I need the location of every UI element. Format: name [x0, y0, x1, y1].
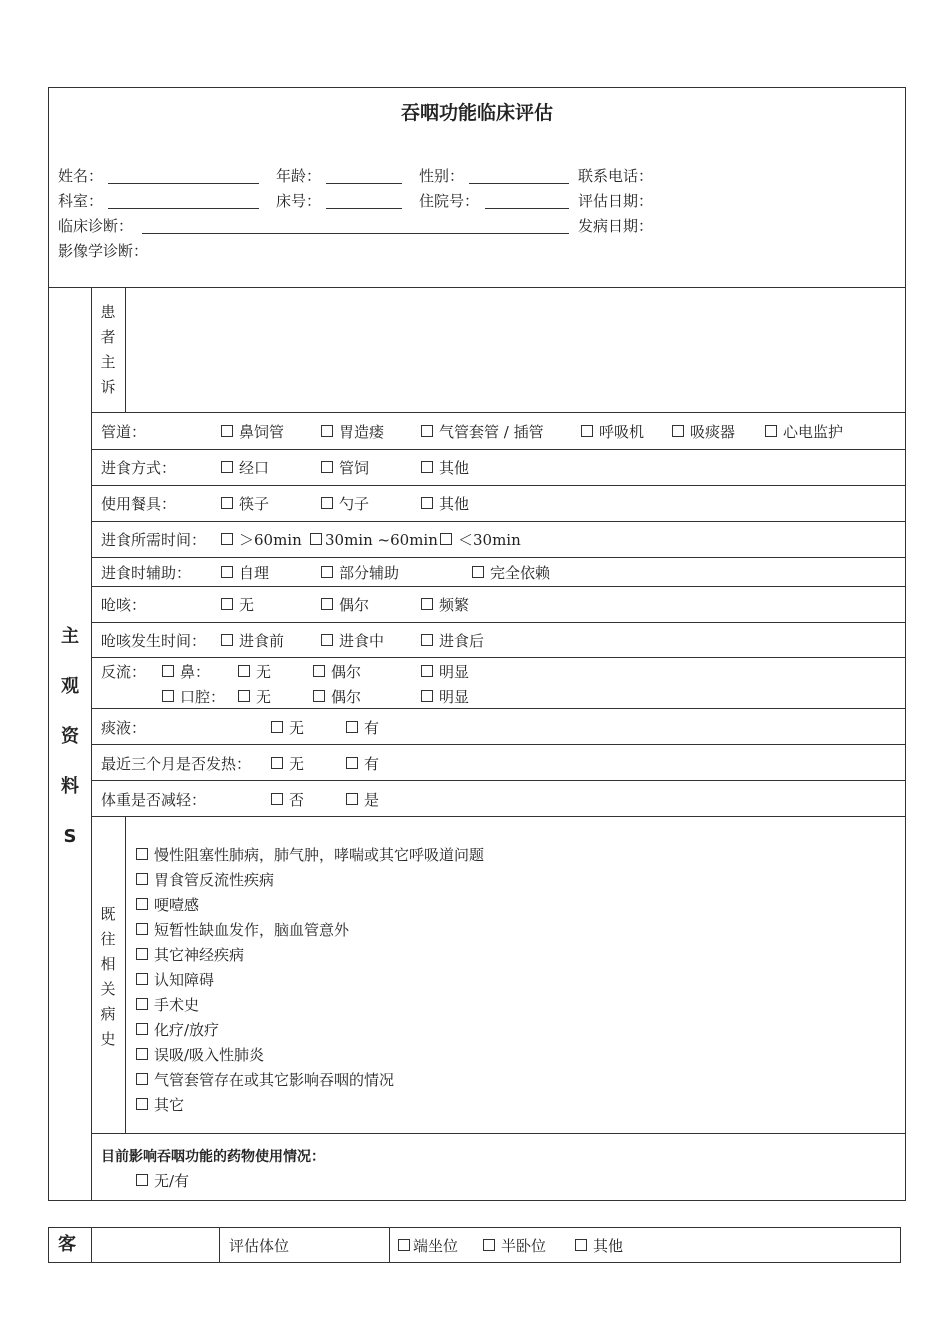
- row-divider: [91, 521, 906, 522]
- assist-option[interactable]: 完全依赖: [472, 564, 550, 582]
- assist-label: 进食时辅助：: [101, 564, 192, 582]
- reflux-nose-option[interactable]: 明显: [421, 663, 469, 681]
- name-label: 姓名：: [58, 167, 104, 185]
- sputum-label: 痰液：: [101, 719, 147, 737]
- checkbox[interactable]: [221, 598, 233, 610]
- complaint-field[interactable]: [130, 292, 900, 407]
- row-divider: [91, 586, 906, 587]
- history-divider: [125, 816, 126, 1133]
- age-field[interactable]: [326, 183, 402, 184]
- assist-option[interactable]: 自理: [221, 564, 269, 582]
- time-label: 进食所需时间：: [101, 531, 207, 549]
- history-item[interactable]: 胃食管反流性疾病: [136, 868, 484, 893]
- checkbox[interactable]: [672, 425, 684, 437]
- name-field[interactable]: [108, 183, 259, 184]
- hospital-no-label: 住院号：: [419, 192, 480, 210]
- cough-label: 呛咳：: [101, 596, 147, 614]
- checkbox[interactable]: [136, 848, 148, 860]
- page-title: 吞咽功能临床评估: [400, 102, 553, 124]
- row-divider: [91, 744, 906, 745]
- checkbox[interactable]: [346, 793, 358, 805]
- feeding-option[interactable]: 其他: [421, 459, 469, 477]
- checkbox[interactable]: [421, 497, 433, 509]
- row-divider: [91, 816, 906, 817]
- position-option[interactable]: 端坐位: [398, 1237, 458, 1255]
- checkbox[interactable]: [271, 757, 283, 769]
- checkbox[interactable]: [321, 566, 333, 578]
- history-item[interactable]: 气管套管存在或其它影响吞咽的情况: [136, 1068, 484, 1093]
- checkbox[interactable]: [136, 898, 148, 910]
- history-label: 既 往 相 关 病 史: [100, 905, 116, 1048]
- checkbox[interactable]: [421, 690, 433, 702]
- history-item[interactable]: 认知障碍: [136, 968, 484, 993]
- bottom-table-top: [48, 1227, 901, 1228]
- reflux-label: 反流：: [101, 663, 147, 681]
- position-option[interactable]: 其他: [575, 1237, 623, 1255]
- checkbox[interactable]: [398, 1239, 410, 1251]
- checkbox[interactable]: [346, 721, 358, 733]
- tube-label: 管道：: [101, 423, 147, 441]
- reflux-mouth-option[interactable]: 无: [238, 688, 271, 706]
- checkbox[interactable]: [271, 721, 283, 733]
- row-divider: [91, 780, 906, 781]
- weight-option[interactable]: 否: [271, 791, 304, 809]
- history-list: [136, 843, 484, 1118]
- bottom-table-border: [219, 1227, 220, 1263]
- table-bottom-border: [48, 1200, 906, 1201]
- utensil-option[interactable]: 其他: [421, 495, 469, 513]
- checkbox[interactable]: [221, 497, 233, 509]
- checkbox[interactable]: [575, 1239, 587, 1251]
- checkbox[interactable]: [136, 923, 148, 935]
- eval-date-label: 评估日期：: [578, 192, 654, 210]
- checkbox[interactable]: [221, 634, 233, 646]
- clinical-dx-label: 临床诊断：: [58, 217, 134, 235]
- reflux-mouth-option[interactable]: 口腔：: [162, 688, 225, 706]
- history-item[interactable]: 哽噎感: [136, 893, 484, 918]
- utensil-option[interactable]: 勺子: [321, 495, 369, 513]
- checkbox[interactable]: [136, 998, 148, 1010]
- history-item[interactable]: 误吸/吸入性肺炎: [136, 1043, 484, 1068]
- checkbox[interactable]: [472, 566, 484, 578]
- checkbox[interactable]: [421, 665, 433, 677]
- cough-option[interactable]: 偶尔: [321, 596, 369, 614]
- checkbox[interactable]: [136, 1048, 148, 1060]
- row-divider: [91, 449, 906, 450]
- utensil-option[interactable]: 筷子: [221, 495, 269, 513]
- imaging-dx-label: 影像学诊断：: [58, 242, 149, 260]
- fever-option[interactable]: 有: [346, 755, 379, 773]
- tube-option[interactable]: 气管套管 / 插管: [421, 423, 544, 441]
- weight-label: 体重是否减轻：: [101, 791, 207, 809]
- checkbox[interactable]: [321, 461, 333, 473]
- reflux-mouth-option[interactable]: 偶尔: [313, 688, 361, 706]
- checkbox[interactable]: [221, 566, 233, 578]
- checkbox[interactable]: [313, 690, 325, 702]
- checkbox[interactable]: [221, 533, 233, 545]
- reflux-nose-option[interactable]: 鼻：: [162, 663, 210, 681]
- checkbox[interactable]: [238, 665, 250, 677]
- checkbox[interactable]: [421, 598, 433, 610]
- checkbox[interactable]: [162, 665, 174, 677]
- history-item[interactable]: 短暂性缺血发作，脑血管意外: [136, 918, 484, 943]
- checkbox[interactable]: [321, 598, 333, 610]
- checkbox[interactable]: [136, 1098, 148, 1110]
- reflux-mouth-option[interactable]: 明显: [421, 688, 469, 706]
- row-divider: [91, 557, 906, 558]
- history-item[interactable]: 其它神经疾病: [136, 943, 484, 968]
- assist-option[interactable]: 部分辅助: [321, 564, 399, 582]
- fever-label: 最近三个月是否发热：: [101, 755, 252, 773]
- checkbox[interactable]: [136, 1174, 148, 1186]
- checkbox[interactable]: [221, 461, 233, 473]
- fever-option[interactable]: 无: [271, 755, 304, 773]
- feeding-option[interactable]: 管饲: [321, 459, 369, 477]
- checkbox[interactable]: [271, 793, 283, 805]
- checkbox[interactable]: [483, 1239, 495, 1251]
- tube-option[interactable]: 吸痰器: [672, 423, 735, 441]
- checkbox[interactable]: [581, 425, 593, 437]
- checkbox[interactable]: [440, 533, 452, 545]
- bed-field[interactable]: [326, 208, 402, 209]
- complaint-label: 患 者 主 诉: [100, 303, 116, 396]
- weight-option[interactable]: 是: [346, 791, 379, 809]
- sputum-option[interactable]: 无: [271, 719, 304, 737]
- cough-time-label: 呛咳发生时间：: [101, 632, 207, 650]
- dept-field[interactable]: [108, 208, 259, 209]
- time-option[interactable]: ＜30min: [440, 531, 521, 549]
- checkbox[interactable]: [221, 425, 233, 437]
- feeding-option[interactable]: 经口: [221, 459, 269, 477]
- row-divider: [91, 708, 906, 709]
- checkbox[interactable]: [238, 690, 250, 702]
- tube-option[interactable]: 胃造瘘: [321, 423, 384, 441]
- checkbox[interactable]: [421, 461, 433, 473]
- checkbox[interactable]: [321, 634, 333, 646]
- checkbox[interactable]: [136, 1023, 148, 1035]
- phone-label: 联系电话：: [578, 167, 654, 185]
- bed-label: 床号：: [276, 192, 322, 210]
- tube-option[interactable]: 鼻饲管: [221, 423, 284, 441]
- medication-option[interactable]: 无/有: [136, 1172, 189, 1190]
- table-left-border: [48, 87, 49, 1201]
- history-item[interactable]: 慢性阻塞性肺病，肺气肿，哮喘或其它呼吸道问题: [136, 843, 484, 868]
- tube-option[interactable]: 呼吸机: [581, 423, 644, 441]
- row-divider: [91, 622, 906, 623]
- row-divider: [91, 412, 906, 413]
- table-top-border: [48, 87, 906, 88]
- hospital-no-field[interactable]: [485, 208, 569, 209]
- row-divider: [91, 1133, 906, 1134]
- feeding-label: 进食方式：: [101, 459, 177, 477]
- section-s-label: 主 观 资 料 S: [61, 626, 79, 847]
- checkbox[interactable]: [421, 634, 433, 646]
- row-divider: [91, 657, 906, 658]
- bottom-table-border: [900, 1227, 901, 1263]
- medication-label: 目前影响吞咽功能的药物使用情况：: [101, 1149, 325, 1165]
- time-option[interactable]: 30min ~60min: [310, 531, 438, 549]
- history-item[interactable]: 化疗/放疗: [136, 1018, 484, 1043]
- reflux-nose-option[interactable]: 偶尔: [313, 663, 361, 681]
- checkbox[interactable]: [313, 665, 325, 677]
- bottom-table-border: [389, 1227, 390, 1263]
- cough-option[interactable]: 频繁: [421, 596, 469, 614]
- complaint-divider: [125, 287, 126, 412]
- position-option[interactable]: 半卧位: [483, 1237, 546, 1255]
- bottom-table-border: [48, 1227, 49, 1263]
- history-item[interactable]: 手术史: [136, 993, 484, 1018]
- tube-option[interactable]: 心电监护: [765, 423, 843, 441]
- table-right-border: [905, 87, 906, 1201]
- utensil-label: 使用餐具：: [101, 495, 177, 513]
- history-item[interactable]: 其它: [136, 1093, 484, 1118]
- gender-label: 性别：: [419, 167, 465, 185]
- row-divider: [91, 485, 906, 486]
- checkbox[interactable]: [346, 757, 358, 769]
- time-option[interactable]: ＞60min: [221, 531, 302, 549]
- dept-label: 科室：: [58, 192, 104, 210]
- cough-time-option[interactable]: 进食中: [321, 632, 384, 650]
- checkbox[interactable]: [136, 873, 148, 885]
- checkbox[interactable]: [321, 425, 333, 437]
- cough-time-option[interactable]: 进食后: [421, 632, 484, 650]
- header-divider: [48, 287, 906, 288]
- bottom-table-bottom: [48, 1262, 901, 1263]
- section-o-label: 客: [58, 1234, 76, 1255]
- checkbox[interactable]: [162, 690, 174, 702]
- checkbox[interactable]: [310, 533, 322, 545]
- gender-field[interactable]: [469, 183, 569, 184]
- sputum-option[interactable]: 有: [346, 719, 379, 737]
- cough-time-option[interactable]: 进食前: [221, 632, 284, 650]
- onset-date-label: 发病日期：: [578, 217, 654, 235]
- reflux-nose-option[interactable]: 无: [238, 663, 271, 681]
- bottom-table-border: [91, 1227, 92, 1263]
- checkbox[interactable]: [136, 973, 148, 985]
- position-label: 评估体位: [229, 1237, 290, 1255]
- clinical-dx-field[interactable]: [142, 233, 569, 234]
- cough-option[interactable]: 无: [221, 596, 254, 614]
- checkbox[interactable]: [421, 425, 433, 437]
- checkbox[interactable]: [765, 425, 777, 437]
- checkbox[interactable]: [136, 948, 148, 960]
- age-label: 年龄：: [276, 167, 322, 185]
- checkbox[interactable]: [321, 497, 333, 509]
- checkbox[interactable]: [136, 1073, 148, 1085]
